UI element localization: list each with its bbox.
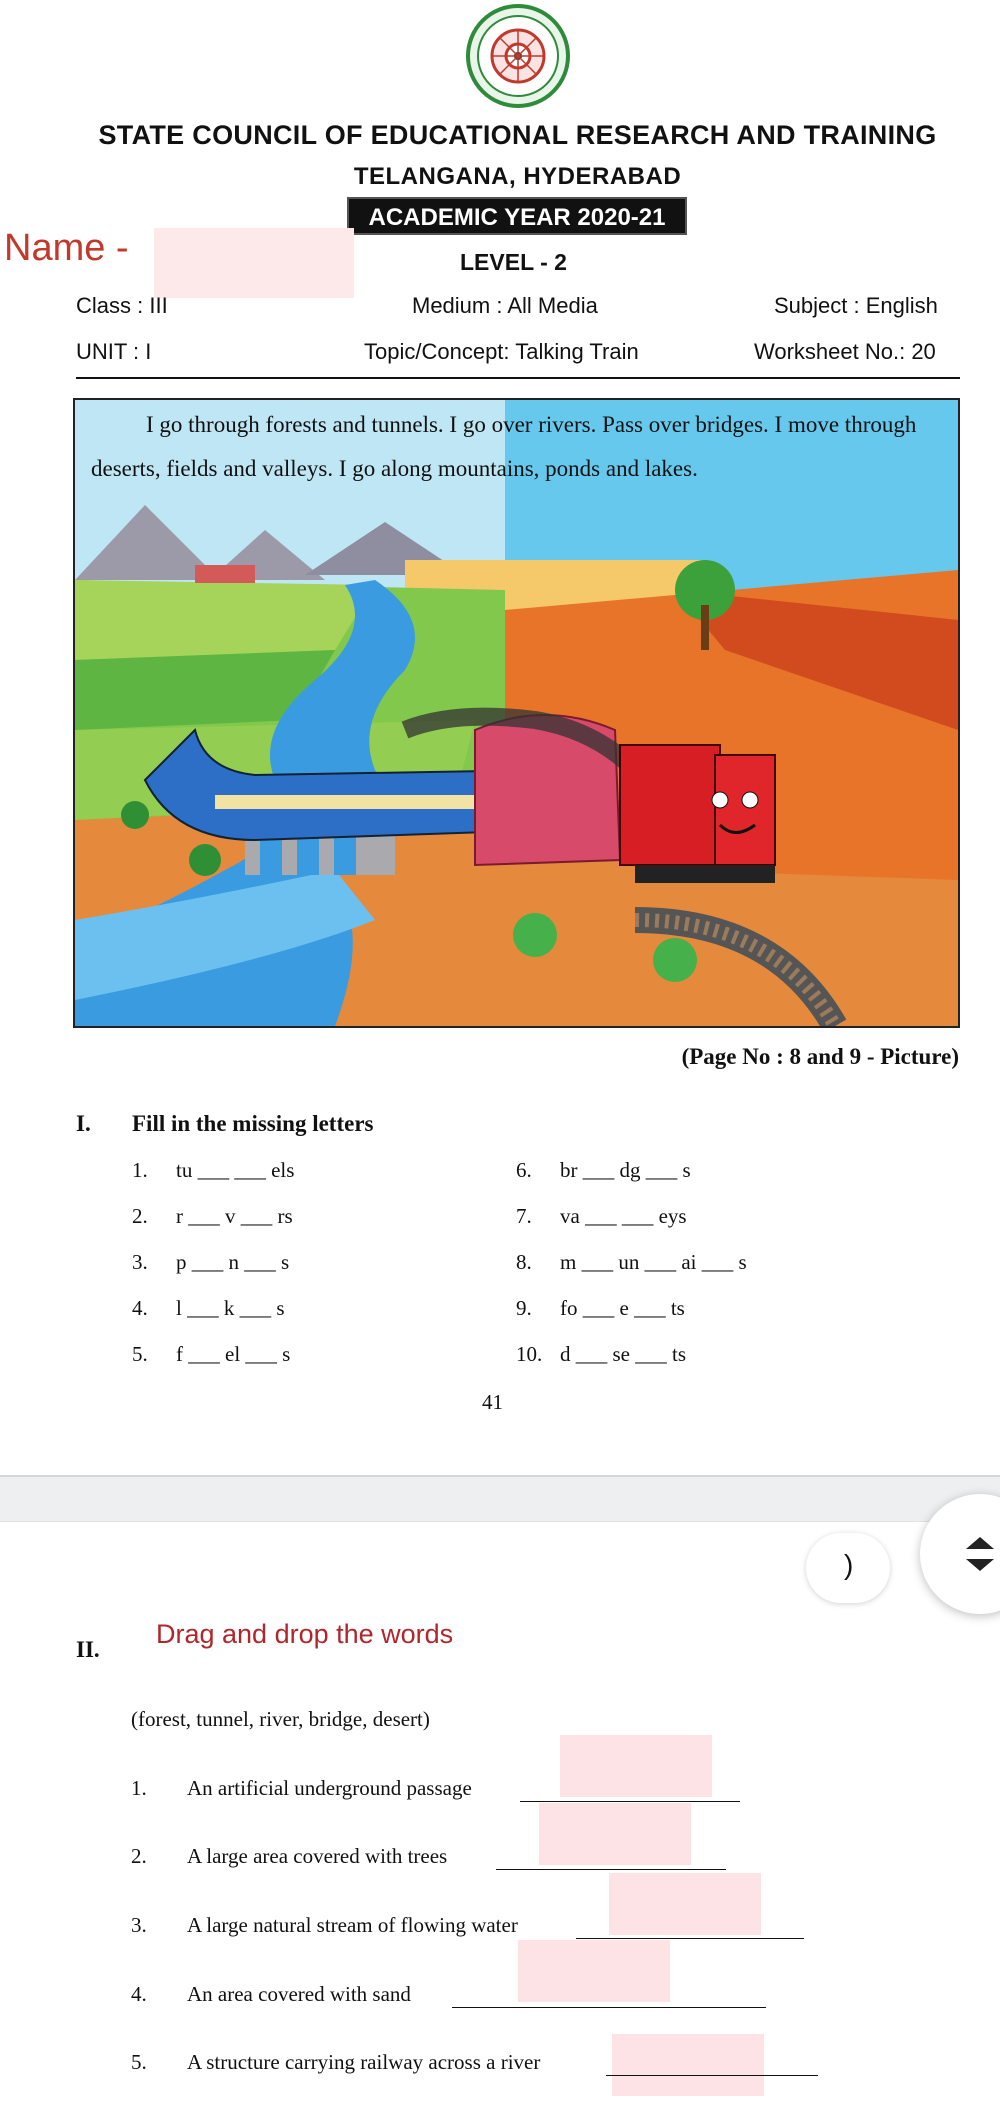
list-item[interactable]: 2. r ___ v ___ rs bbox=[132, 1204, 293, 1228]
unit-label: UNIT : I bbox=[76, 339, 152, 364]
topic-label: Topic/Concept: Talking Train bbox=[364, 339, 639, 364]
section-1-title: Fill in the missing letters bbox=[132, 1111, 374, 1136]
list-item[interactable]: 4. l ___ k ___ s bbox=[132, 1296, 285, 1320]
list-item[interactable]: 10. d ___ se ___ ts bbox=[516, 1342, 686, 1366]
list-item[interactable]: 8. m ___ un ___ ai ___ s bbox=[516, 1250, 747, 1274]
list-item[interactable]: 9. fo ___ e ___ ts bbox=[516, 1296, 685, 1320]
subject-label: Subject : English bbox=[774, 293, 938, 318]
page-number: 41 bbox=[482, 1390, 503, 1414]
list-item[interactable]: 6. br ___ dg ___ s bbox=[516, 1158, 691, 1182]
name-label: Name - bbox=[4, 227, 129, 269]
section-1-number: I. bbox=[76, 1111, 91, 1136]
question-row: 1. An artificial underground passage bbox=[131, 1776, 472, 1800]
question-row: 5. A structure carrying railway across a river bbox=[131, 2050, 541, 2074]
org-location: TELANGANA, HYDERABAD bbox=[353, 163, 682, 190]
name-input[interactable] bbox=[154, 228, 354, 298]
up-down-arrows-icon bbox=[962, 1534, 998, 1574]
picture-caption-line1: I go through forests and tunnels. I go over rivers. Pass over bridges. I move through bbox=[146, 412, 917, 437]
level-label: LEVEL - 2 bbox=[460, 249, 567, 275]
pill-glyph: ) bbox=[844, 1549, 854, 1580]
drop-target[interactable] bbox=[518, 1940, 670, 2002]
worksheet-number: Worksheet No.: 20 bbox=[754, 339, 936, 364]
floating-pill-button[interactable] bbox=[806, 1533, 890, 1603]
answer-line bbox=[496, 1869, 726, 1870]
list-item[interactable]: 3. p ___ n ___ s bbox=[132, 1250, 290, 1274]
header-divider bbox=[76, 377, 960, 379]
drop-target[interactable] bbox=[560, 1735, 712, 1797]
section-2-title: Drag and drop the words bbox=[156, 1619, 454, 1649]
page-separator bbox=[0, 1475, 1000, 1522]
medium-label: Medium : All Media bbox=[412, 293, 598, 318]
drop-target[interactable] bbox=[539, 1803, 691, 1865]
question-row: 4. An area covered with sand bbox=[131, 1982, 411, 2006]
answer-line bbox=[576, 1938, 804, 1939]
question-row: 3. A large natural stream of flowing water bbox=[131, 1913, 518, 1937]
list-item[interactable]: 1. tu ___ ___ els bbox=[132, 1158, 295, 1182]
scert-logo bbox=[462, 4, 574, 108]
talking-train-picture bbox=[73, 398, 960, 1028]
list-item[interactable]: 7. va ___ ___ eys bbox=[516, 1204, 687, 1228]
word-bank: (forest, tunnel, river, bridge, desert) bbox=[131, 1707, 430, 1731]
academic-year-badge: ACADEMIC YEAR 2020-21 bbox=[347, 197, 687, 235]
list-item[interactable]: 5. f ___ el ___ s bbox=[132, 1342, 291, 1366]
picture-caption-line2: deserts, fields and valleys. I go along mountains, ponds and lakes. bbox=[91, 456, 698, 481]
answer-line bbox=[606, 2075, 818, 2076]
drop-target[interactable] bbox=[612, 2034, 764, 2096]
page-reference: (Page No : 8 and 9 - Picture) bbox=[681, 1044, 959, 1069]
drop-target[interactable] bbox=[609, 1873, 761, 1935]
class-label: Class : III bbox=[76, 293, 168, 318]
answer-line bbox=[520, 1801, 740, 1802]
org-name: STATE COUNCIL OF EDUCATIONAL RESEARCH AND TRAINING bbox=[98, 120, 937, 150]
question-row: 2. A large area covered with trees bbox=[131, 1844, 448, 1868]
answer-line bbox=[452, 2007, 766, 2008]
section-2-number: II. bbox=[76, 1637, 100, 1662]
